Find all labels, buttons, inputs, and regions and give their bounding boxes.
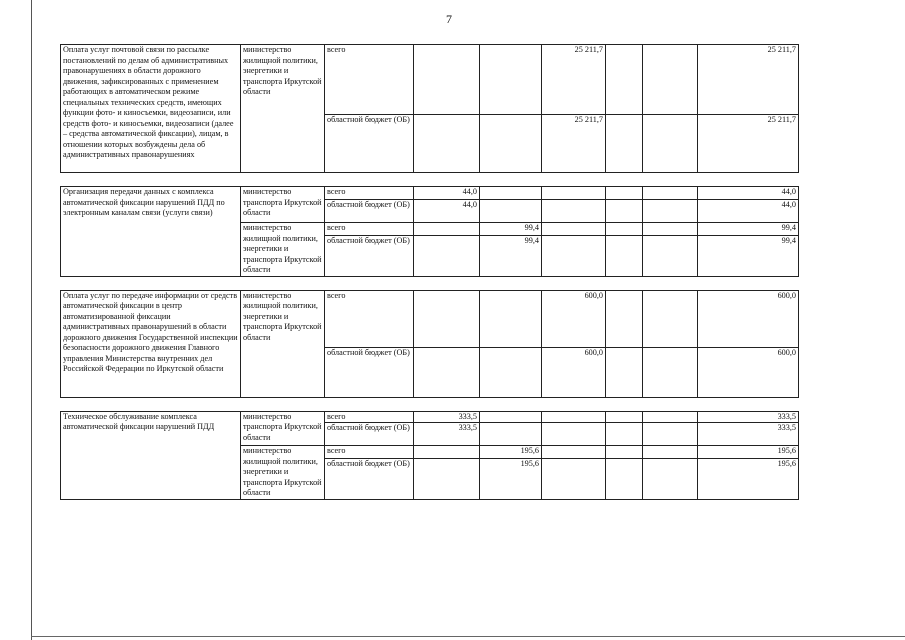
spacer-cell [61,276,241,290]
total-cell: 25 211,7 [698,115,799,173]
amount-cell [480,187,542,200]
amount-cell [414,223,480,236]
executor-cell: министерство транспорта Иркутской области [241,187,325,223]
amount-cell [643,223,698,236]
spacer-cell [414,276,480,290]
amount-cell [643,187,698,200]
activity-cell: Оплата услуг по передаче информации от средств автоматической фиксации в центр автоматизированной фиксации административных правонарушений в области дорожного движения Государственной инспекции безопасности дорожного движения Главного управления Министерства внутренних дел Российской Федерации по Иркутской области [61,290,241,397]
amount-cell [643,423,698,446]
funding-source-cell: областной бюджет (ОБ) [325,347,414,397]
spacer-cell [643,276,698,290]
total-cell: 44,0 [698,200,799,223]
amount-cell [542,223,606,236]
page-number: 7 [446,12,452,26]
spacer-cell [414,397,480,411]
spacer-cell [241,173,325,187]
total-cell: 195,6 [698,446,799,459]
block-spacer [61,397,799,411]
amount-cell: 333,5 [414,411,480,423]
amount-cell [414,236,480,276]
amount-cell [643,459,698,499]
amount-cell [542,411,606,423]
block-spacer [61,276,799,290]
funding-source-cell: всего [325,45,414,115]
funding-source-cell: областной бюджет (ОБ) [325,236,414,276]
amount-cell [480,115,542,173]
total-cell: 44,0 [698,187,799,200]
total-cell: 99,4 [698,236,799,276]
table-row [61,290,799,347]
amount-cell [643,115,698,173]
spacer-cell [698,173,799,187]
amount-cell [480,347,542,397]
amount-cell: 333,5 [414,423,480,446]
spacer-cell [414,173,480,187]
total-cell: 333,5 [698,423,799,446]
executor-cell: министерство жилищной политики, энергетики и транспорта Иркутской области [241,223,325,277]
amount-cell [414,459,480,499]
funding-source-cell: областной бюджет (ОБ) [325,115,414,173]
funding-source-cell: всего [325,223,414,236]
amount-cell [542,423,606,446]
amount-cell: 195,6 [480,446,542,459]
amount-cell [606,115,643,173]
amount-cell [606,236,643,276]
amount-cell: 25 211,7 [542,45,606,115]
amount-cell [480,423,542,446]
funding-source-cell: областной бюджет (ОБ) [325,423,414,446]
spacer-cell [542,173,606,187]
spacer-cell [643,173,698,187]
total-cell: 99,4 [698,223,799,236]
spacer-cell [606,276,643,290]
amount-cell: 99,4 [480,236,542,276]
amount-cell: 25 211,7 [542,115,606,173]
amount-cell [606,423,643,446]
amount-cell [542,446,606,459]
scan-left-edge [31,0,32,640]
amount-cell [480,45,542,115]
amount-cell: 600,0 [542,290,606,347]
spacer-cell [480,397,542,411]
funding-source-cell: всего [325,187,414,200]
spacer-cell [241,276,325,290]
spacer-cell [241,397,325,411]
spacer-cell [325,173,414,187]
funding-source-cell: всего [325,411,414,423]
table-row [61,411,799,423]
amount-cell [643,290,698,347]
total-cell: 333,5 [698,411,799,423]
spacer-cell [480,276,542,290]
amount-cell [606,187,643,200]
spacer-cell [542,276,606,290]
amount-cell [414,115,480,173]
spacer-cell [61,173,241,187]
amount-cell: 44,0 [414,187,480,200]
amount-cell [606,290,643,347]
amount-cell: 44,0 [414,200,480,223]
amount-cell [480,290,542,347]
funding-source-cell: областной бюджет (ОБ) [325,200,414,223]
total-cell: 600,0 [698,290,799,347]
amount-cell [542,236,606,276]
spacer-cell [61,397,241,411]
table-row [61,187,799,200]
executor-cell: министерство жилищной политики, энергетики и транспорта Иркутской области [241,45,325,173]
executor-cell: министерство жилищной политики, энергетики и транспорта Иркутской области [241,446,325,500]
amount-cell [643,200,698,223]
funding-source-cell: областной бюджет (ОБ) [325,459,414,499]
amount-cell [643,446,698,459]
amount-cell [643,45,698,115]
amount-cell [606,45,643,115]
amount-cell: 99,4 [480,223,542,236]
total-cell: 195,6 [698,459,799,499]
amount-cell [414,347,480,397]
activity-cell: Техническое обслуживание комплекса автоматической фиксации нарушений ПДД [61,411,241,499]
table-row [61,45,799,115]
activity-cell: Оплата услуг почтовой связи по рассылке постановлений по делам об административных правонарушениях в области дорожного движения, зафиксированных с применением работающих в автоматическом режиме специальных технических средств, имеющих функции фото- и киносъемки, видеозаписи, или средств фото- и киносъемки, видеозаписи (далее – средства автоматической фиксации), лицам, в отношении которых возбуждены дела об административных правонарушениях [61,45,241,173]
spacer-cell [325,397,414,411]
spacer-cell [698,276,799,290]
amount-cell [606,200,643,223]
amount-cell: 195,6 [480,459,542,499]
total-cell: 25 211,7 [698,45,799,115]
amount-cell [606,223,643,236]
amount-cell [480,411,542,423]
spacer-cell [606,173,643,187]
amount-cell [542,200,606,223]
spacer-cell [480,173,542,187]
amount-cell [606,459,643,499]
scan-bottom-edge [31,636,905,637]
funding-source-cell: всего [325,290,414,347]
amount-cell: 600,0 [542,347,606,397]
block-spacer [61,173,799,187]
spacer-cell [698,397,799,411]
amount-cell [542,459,606,499]
spacer-cell [643,397,698,411]
amount-cell [643,411,698,423]
amount-cell [414,45,480,115]
amount-cell [643,236,698,276]
executor-cell: министерство транспорта Иркутской области [241,411,325,446]
activity-cell: Организация передачи данных с комплекса автоматической фиксации нарушений ПДД по электронным каналам связи (услуги связи) [61,187,241,277]
amount-cell [606,446,643,459]
funding-source-cell: всего [325,446,414,459]
executor-cell: министерство жилищной политики, энергетики и транспорта Иркутской области [241,290,325,397]
budget-table [60,44,799,500]
amount-cell [643,347,698,397]
amount-cell [606,411,643,423]
amount-cell [606,347,643,397]
amount-cell [480,200,542,223]
total-cell: 600,0 [698,347,799,397]
spacer-cell [542,397,606,411]
spacer-cell [606,397,643,411]
amount-cell [414,290,480,347]
spacer-cell [325,276,414,290]
amount-cell [414,446,480,459]
amount-cell [542,187,606,200]
